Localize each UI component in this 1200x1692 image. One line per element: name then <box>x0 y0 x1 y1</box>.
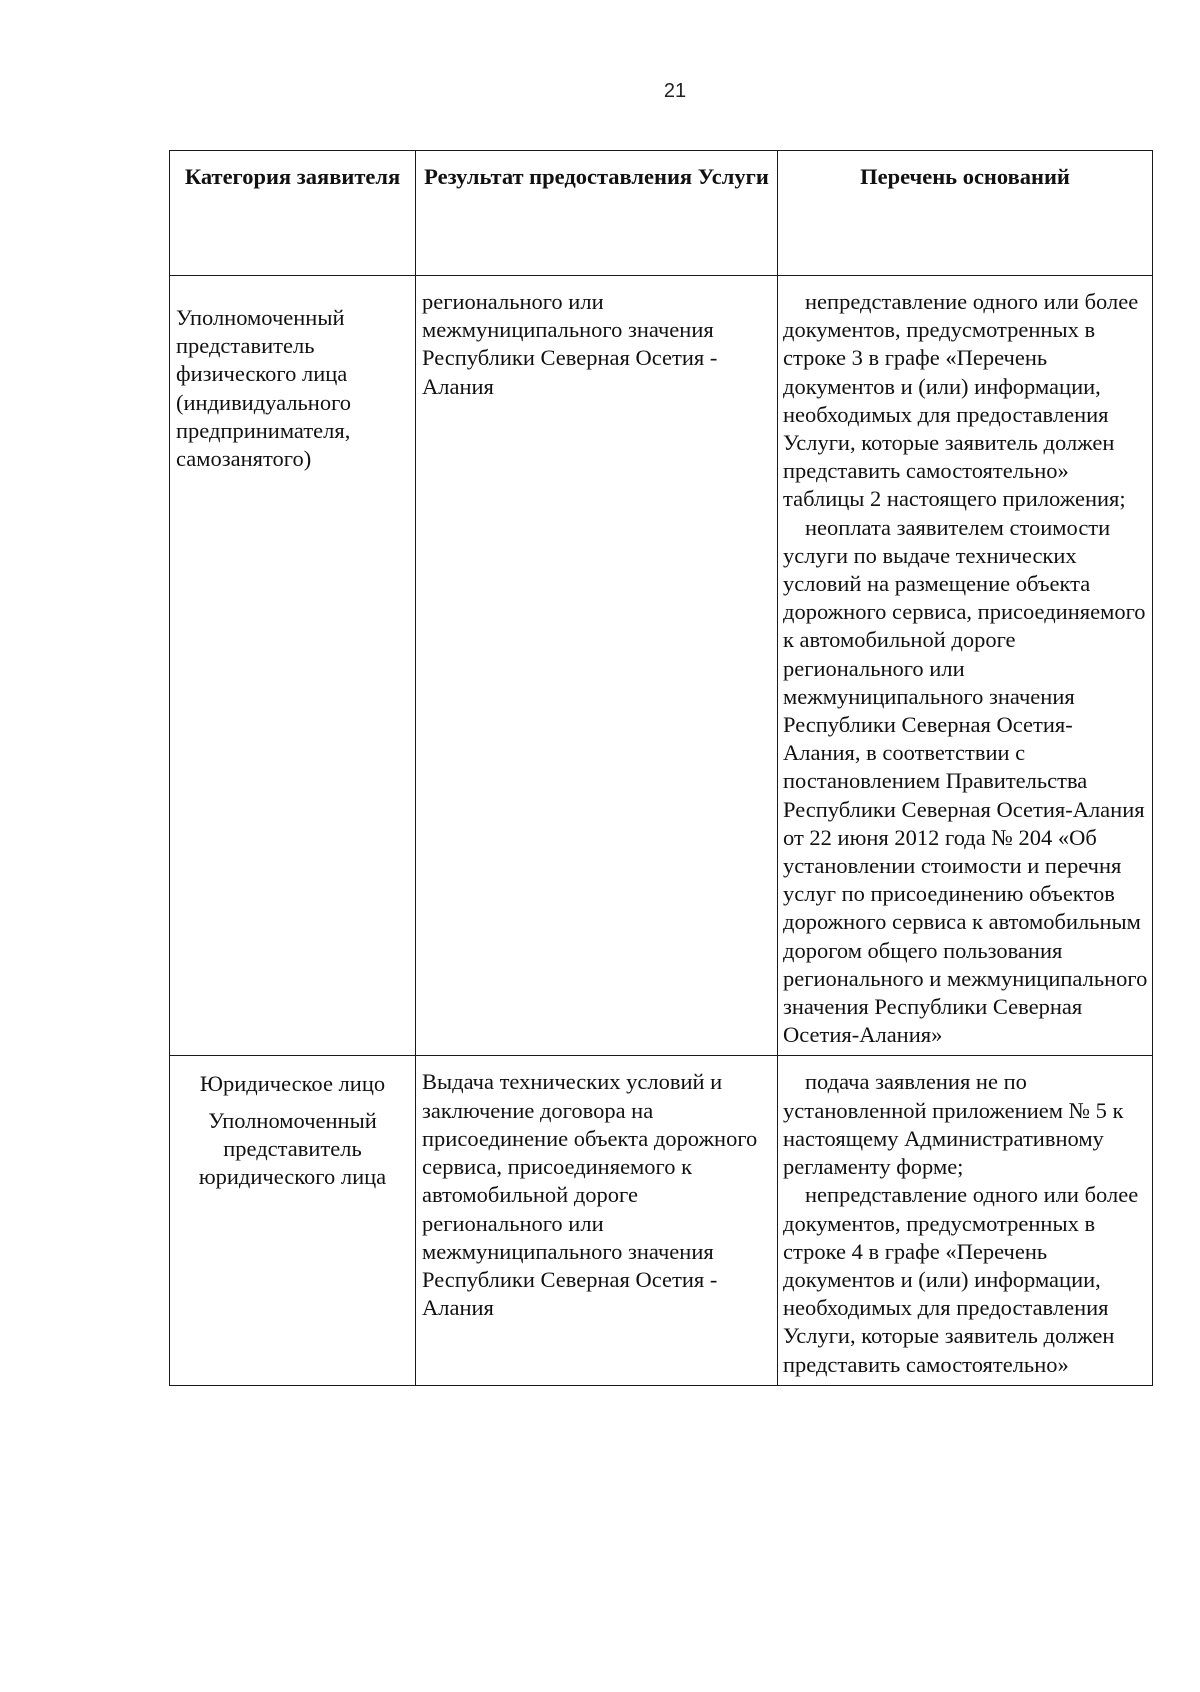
header-category: Категория заявителя <box>170 151 416 276</box>
row1-category: Уполномоченный представитель физического лица (индивидуального предпринимателя, самозанятого) <box>170 276 416 1056</box>
table-row <box>170 276 1153 1056</box>
row1-ground-item: неоплата заявителем стоимости услуги по выдаче технических условий на размещение объекта дорожного сервиса, присоединяемого к автомобильной дороге регионального или межмуниципального значения Республики Северная Осетия-Алания, в соответствии с постановлением Правительства Республики Северная Осетия-Алания от 22 июня 2012 года № 204 «Об установлении стоимости и перечня услуг по присоединению объектов дорожного сервиса к автомобильным дорогом общего пользования регионального и межмуниципального значения Республики Северная Осетия-Алания» <box>783 514 1148 1048</box>
row2-ground-item: непредставление одного или более документов, предусмотренных в строке 4 в графе «Перечень документов и (или) информации, необходимых для предоставления Услуги, которые заявитель должен представить самостоятельно» <box>783 1182 1139 1377</box>
row1-result: регионального или межмуниципального значения Республики Северная Осетия - Алания <box>416 276 778 1056</box>
row2-category-main: Юридическое лицо <box>199 1071 386 1097</box>
row1-grounds <box>778 276 1153 1056</box>
page-number: 21 <box>663 80 687 102</box>
table-header-row <box>170 151 1153 276</box>
header-result: Результат предоставления Услуги <box>416 151 778 276</box>
row2-result: Выдача технических условий и заключение договора на присоединение объекта дорожного сервиса, присоединяемого к автомобильной дороге регионального или межмуниципального значения Республики Северная Осетия - Алания <box>416 1056 778 1385</box>
row2-grounds <box>778 1056 1153 1385</box>
header-grounds: Перечень оснований <box>778 151 1153 276</box>
row2-ground-item: подача заявления не по установленной приложением № 5 к настоящему Административному регламенту форме; <box>783 1069 1124 1180</box>
row2-category-sub: Уполномоченный представитель юридического лица <box>198 1107 387 1190</box>
row1-ground-item: непредставление одного или более документов, предусмотренных в строке 3 в графе «Перечень документов и (или) информации, необходимых для предоставления Услуги, которые заявитель должен представить самостоятельно» таблицы 2 настоящего приложения; <box>783 289 1139 512</box>
row2-category <box>170 1056 416 1385</box>
table-row <box>170 1056 1153 1385</box>
grounds-table <box>169 150 1153 1386</box>
